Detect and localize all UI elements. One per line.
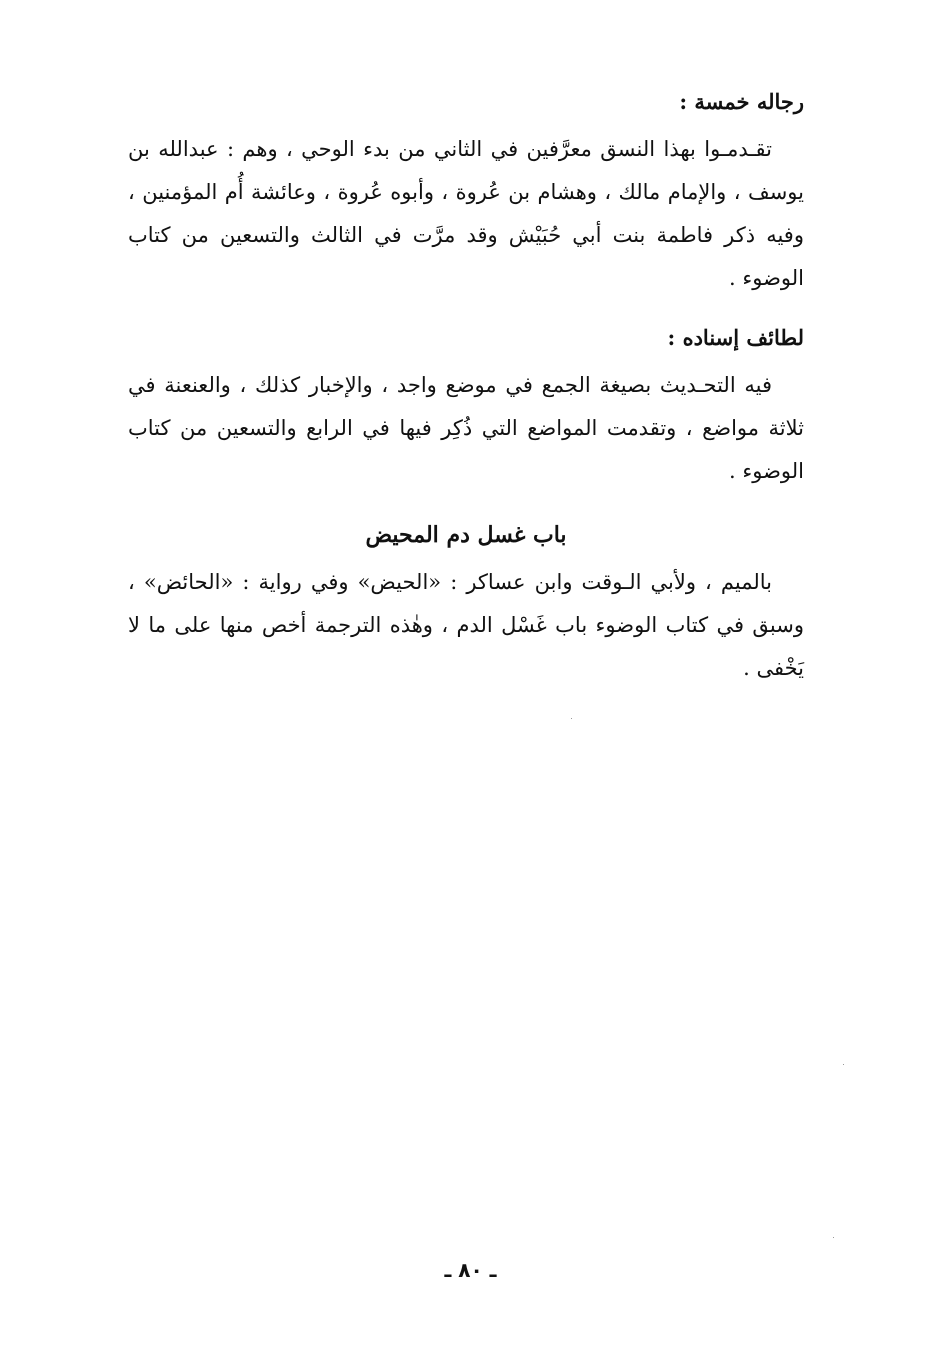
narrators-paragraph: تقـدمـوا بهذا النسق معرَّفين في الثاني من بدء الوحي ، وهم : عبدالله بن يوسف ، والإمام مالك ، وهشام بن عُروة ، وأبوه عُروة ، وعائشة أُم المؤمنين ، وفيه ذكر فاطمة بنت أبي حُبَيْش وقد مرَّت في الثالث والتسعين من كتاب الوضوء .: [128, 137, 804, 290]
scan-speck: [571, 718, 572, 719]
spacer: [128, 300, 804, 318]
scan-speck: [843, 1064, 844, 1065]
isnad-notes-heading: لطائف إسناده :: [667, 325, 804, 350]
isnad-notes-paragraph: فيه التحـديث بصيغة الجمع في موضع واجد ، والإخبار كذلك ، والعنعنة في ثلاثة مواضع ، وتقدمت المواضع التي ذُكِر فيها في الرابع والتسعين من كتاب الوضوء .: [128, 373, 804, 483]
spacer: [128, 493, 804, 515]
page-content: [128, 82, 804, 690]
scan-speck: [833, 1237, 834, 1238]
chapter-title: باب غسل دم المحيض: [365, 522, 567, 548]
narrators-heading: رجاله خمسة :: [679, 89, 804, 114]
page-number: ـ ٨٠ ـ: [444, 1258, 497, 1282]
chapter-paragraph: بالميم ، ولأبي الـوقت وابن عساكر : «الحيض» وفي رواية : «الحائض» ، وسبق في كتاب الوضوء باب غَسْل الدم ، وهٰذه الترجمة أخص منها على ما لا يَخْفى .: [128, 570, 804, 680]
